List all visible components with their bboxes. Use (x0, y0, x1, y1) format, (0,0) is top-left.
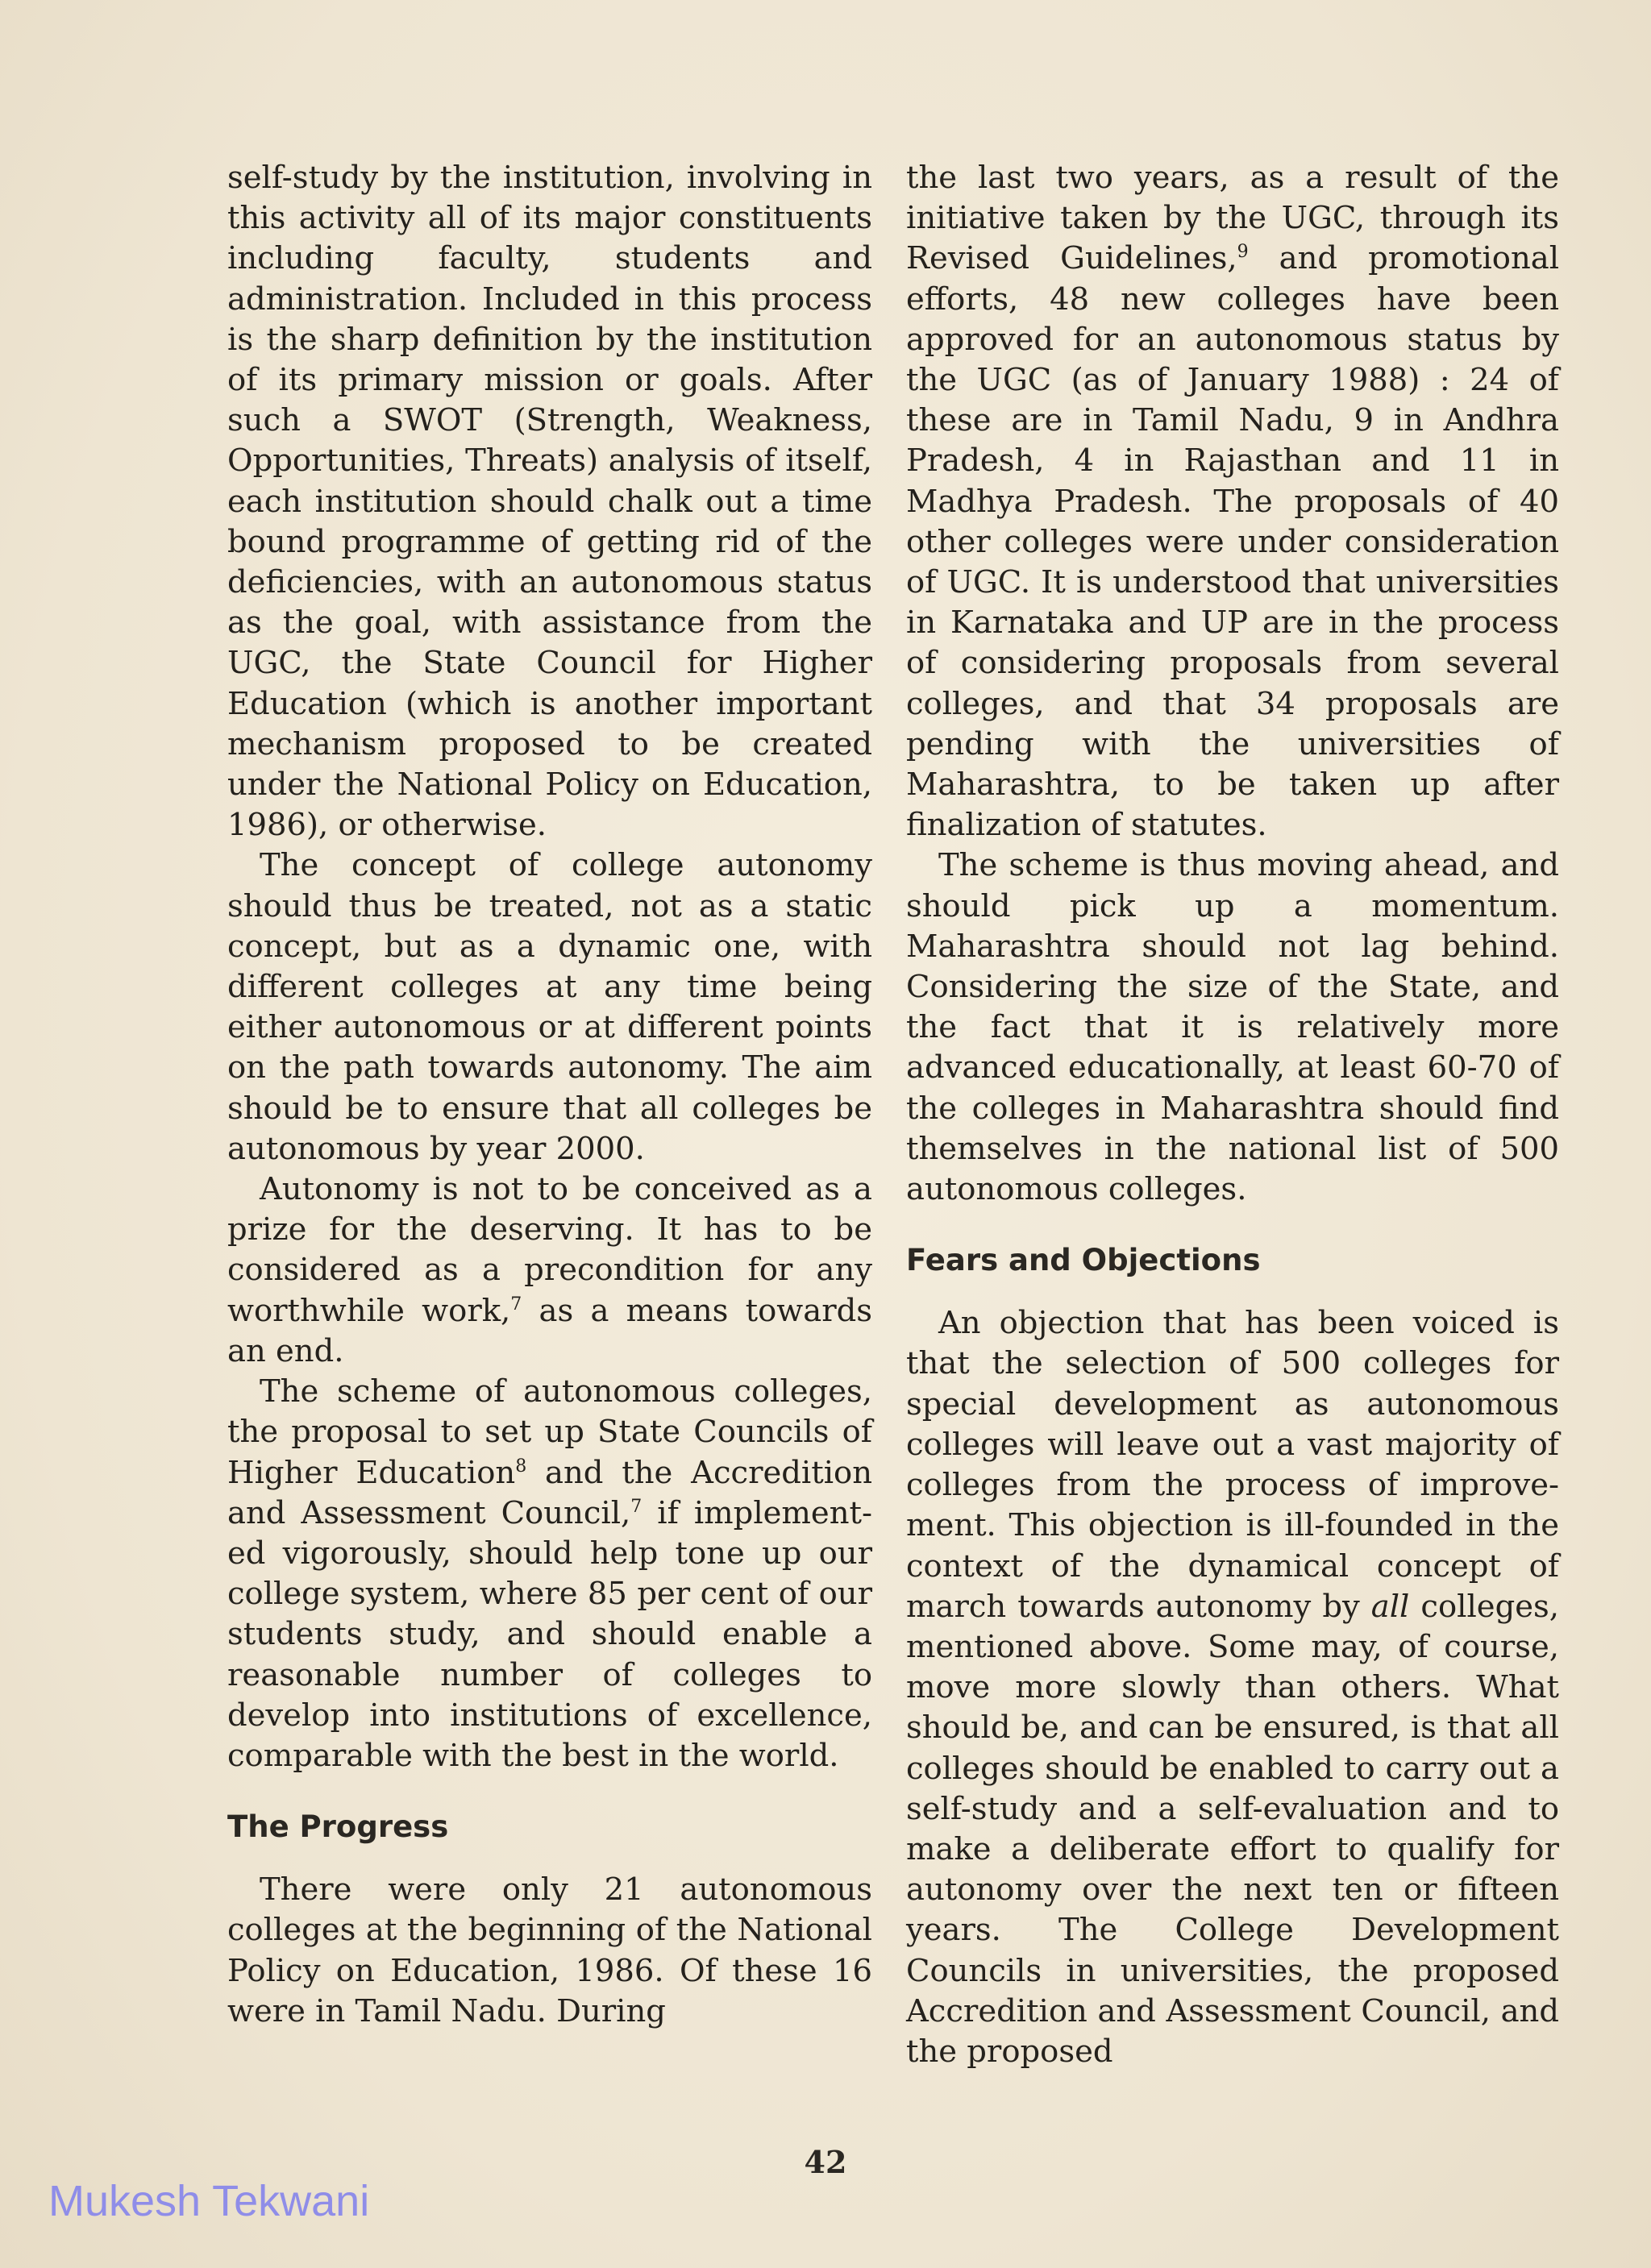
footnote-marker: 9 (1237, 242, 1249, 263)
paragraph-text: colleges, mentioned above. Some may, of course, move more slowly than others. What should be, and can be ensured, is that all colleges should be enabled to carry out a self-study and a self-evaluation and to make a deliberate effort to qualify for autonomy over the next ten or fifteen years. The College Development Councils in universities, the proposed Accredition and Assessment Council, and the proposed (906, 1588, 1559, 2070)
footnote-marker: 8 (515, 1456, 527, 1477)
emphasis-text: all (1370, 1588, 1410, 1625)
footnote-marker: 7 (630, 1496, 643, 1517)
paragraph-text: the last two years, as a result of the initiative taken by the UGC, through its Revised Guidelines, (906, 160, 1559, 277)
paragraph (227, 1372, 872, 1776)
paragraph: self-study by the institution, involving in this activity all of its major constituents including faculty, students and administration. Included in this process is the sharp definition by the institution of its primary mission or goals. After such a SWOT (Strength, Weakness, Opportunities, Threats) analysis of itself, each institution should chalk out a time bound programme of getting rid of the deficiencies, with an autonomous status as the goal, with assistance from the UGC, the State Council for Higher Education (which is another important mechanism proposed to be created under the National Policy on Education, 1986), or otherwise. (227, 160, 872, 844)
paragraph: The scheme is thus moving ahead, and should pick up a momentum. Maharashtra should not lag behind. Considering the size of the State, and the fact that it is relatively more advanced educationally, at least 60-70 of the colleges in Maharashtra should find themselves in the national list of 500 autonomous colleges. (906, 847, 1559, 1208)
paragraph-text: The scheme of autonomous colleges, the proposal to set up State Councils of Higher Education (227, 1373, 872, 1491)
watermark-text: Mukesh Tekwani (48, 2177, 370, 2225)
paragraph: The concept of college autonomy should thus be treated, not as a static concept, but as a dynamic one, with different colleges at any time being either autonomous or at different points on the path towards autonomy. The aim should be to ensure that all colleges be autonomous by year 2000. (227, 847, 872, 1167)
right-column (906, 158, 1559, 2072)
paragraph-text: as a means towards an end. (227, 1292, 873, 1369)
paragraph-text: Autonomy is not to be conceived as a prize for the deserving. It has to be considered as a precondition for any worthwhile work, (227, 1171, 872, 1329)
paragraph: There were only 21 autonomous colleges at the beginning of the National Policy on Education, 1986. Of these 16 were in Tamil Nadu. During (227, 1871, 872, 2029)
paragraph-text: and the Accredition and Assessment Council, (227, 1454, 872, 1531)
section-heading-progress: The Progress (227, 1809, 449, 1845)
paragraph (906, 158, 1559, 845)
footnote-marker: 7 (510, 1294, 522, 1315)
left-column (227, 158, 872, 2032)
paragraph-text: An objection that has been voiced is that the selection of 500 colleges for special development as autonomous colleges will leave out a vast majority of colleges from the process of improvement. This objection is ill-founded in the context of the dynamical concept of march towards autonomy by (906, 1305, 1559, 1625)
paragraph-text: and promotional efforts, 48 new colleges have been approved for an autonomous status by the UGC (as of January 1988) : 24 of these are in Tamil Nadu, 9 in Andhra Pradesh, 4 in Rajasthan and 11 in Madhya Pradesh. The proposals of 40 other colleges were under consideration of UGC. It is understood that universities in Karnataka and UP are in the process of considering proposals from several colleges, and that 34 proposals are pending with the universities of Maharashtra, to be taken up after finalization of statutes. (906, 240, 1560, 844)
section-heading-fears: Fears and Objections (906, 1243, 1261, 1278)
paragraph (227, 1169, 872, 1372)
paragraph (906, 1303, 1559, 2072)
page-number: 42 (804, 2144, 847, 2180)
paragraph-text: if implemented vigorously, should help tone up our college system, where 85 per cent of our students study, and should enable a reasonable number of colleges to develop into institutions of excellence, comparable with the best in the world. (227, 1494, 872, 1774)
